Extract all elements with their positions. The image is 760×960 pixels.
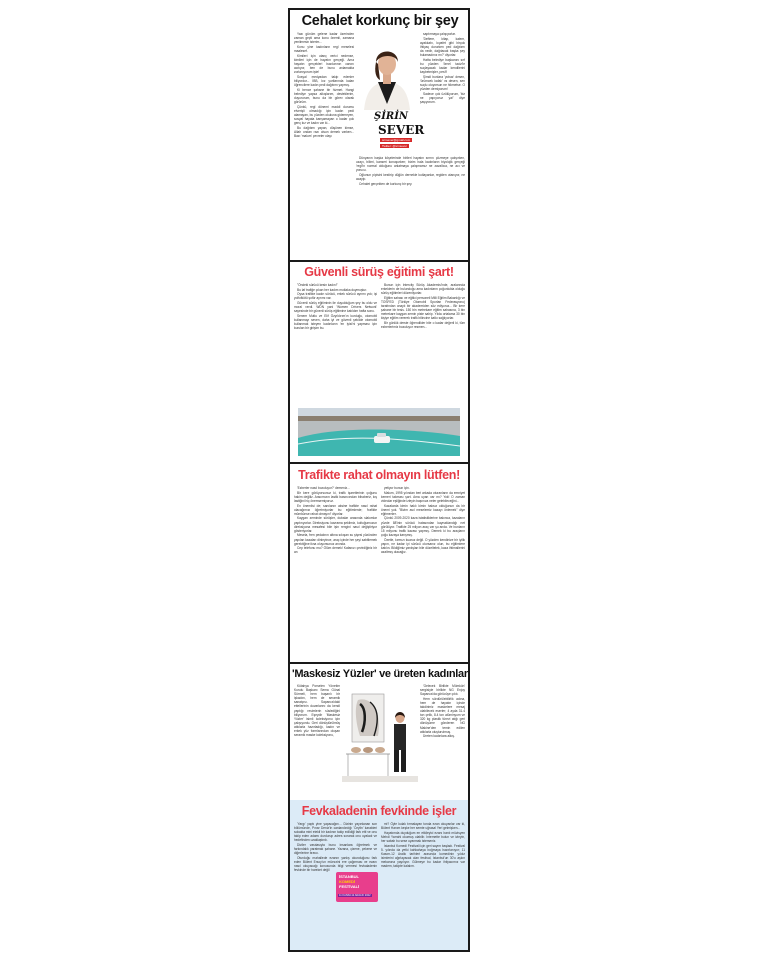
traffic-section: [290, 464, 468, 662]
column-right-bottom-text: Dünyanın başka köşelerinde birileri hayatın sırrını çözmeye çalışırken, uzayı, bilimi, kanseri konuşurken; bizim hala kadınların biyolojik gerçeği 'regl'in normal olduğunu anlatmaya çalışmamız ne zavallıca, ne acı ve yorucu. Oğlunun pipisini kestirip düğün dernekle kutlayanlar, reglden utanıyor, ne acayip. Cehalet gerçekten de korkunç bir şey.: [356, 156, 465, 186]
driving-right-text: Bunun için Intercity Sürüş Akademisi'nde, aralarında erkeklerin de bulunduğu ama kadınların çoğunlukta olduğu sürüş eğitimleri düzenliyorlar. Eğitim sahası ve eğitici personeli Milli Eğitim Bakanlığı ve TOSFED (Türkiye Otomobil Sporları Federasyonu) tarafından onaylı bir akademiden söz ediyoruz... Bir kere şahane bir tesis. 150 bin metrekare eğitim sahasına, 3 bin metrekare kaygan zemin piste sahip. Yılda ortalama 30 bin kişiye eğitim vererek trafik bilincine katkı sağlıyorlar. Bir günlük derste öğrendikler bile o kadar değerli ki, tüm ezberlerimiz bozuluyor resmen...: [381, 283, 465, 330]
masks-exhibition-photo: [342, 688, 418, 782]
author-photo: [356, 32, 418, 110]
author-twitter: Twitter: @srnsever: [382, 144, 408, 148]
traffic-left-text: 'Ezberler nasıl bozuluyor?' demeniz... Bir kere görüyorsunuz ki, trafik işaretlerinin çoğunu hakim değiliz. Aracımızın lastik basıncından bihaberiz, kış lastiğini hiç önemsemiyoruz. En önemlisi de; sanılanın aksine trafikte nasıl rahat olacağımızı öğretmiyorlar bu eğitimlerde; 'trafikte mümkünse rahat olmayın!' diyorlar. Kaygan zeminde sürüşler, dubalar arasında slalomlar yaptırıyorlar. Direksiyonu kavrama şeklimiz, koltuğumuzun direksiyona mesafesi bile işin rengini nasıl değiştiriyor gösteriyorlar. Mesela, fren pedalının altına sıkışan su şişesi yüzünden yapılan kazaları dinleyince, araç içinde her şeyi sabitlemek gerektiğine ikna oluyorsunuz anında. Cep telefonu mu? Ölüm demek! Kafanızı çevirdiğiniz bir an: [294, 486, 377, 555]
author-name-first: ŞİRİN: [374, 111, 409, 122]
badge-line-1: İSTANBUL: [339, 874, 359, 879]
traffic-title: Trafikte rahat olmayın lütfen!: [298, 468, 460, 482]
author-name-last: SEVER: [378, 123, 425, 137]
extraordinary-left-text: 'Yargı' yaptı yine yapacağını... Dizinin yayınlanan son bölümünde, Pınar Deniz'in canlandırdığı 'Ceylin' karakteri sokakta mini etekli bir kadının takip edildiği fark etti ve onu takip eden adamı durdurup adres sorarak onu oyaladı ve hedefinden uzaklaştırdı. Diziler vasıtasıyla bunu insanlara öğretmek ve farkındalık yaratmak şahane. Yazana, çizene, çekene ve diğerlerine bravo. Oturduğu mahallede ezanın yanlış okunduğunu fark eden Bülent Ersoy'un müezzini ere çağırması ve ezanı nasıl okuyacağı konusunda bilgi vermesi fevkaladenin fevkinde bir hareket değil: [294, 822, 377, 873]
masks-section: [290, 664, 468, 798]
newspaper-page: [288, 8, 470, 952]
column-title: Cehalet korkunç bir şey: [301, 13, 459, 29]
driving-title: Güvenli sürüş eğitimi şart!: [304, 265, 454, 279]
extraordinary-section: [290, 800, 468, 952]
badge-dates: 11 KASIM-12 ARALIK 2022: [339, 894, 371, 897]
comedy-festival-badge: [336, 872, 378, 902]
column-right-top-text: saptırmaya çalışıyorlar. 'Deftere, kitap, kalem, ayakkabı, kıyafet gibi birçok ihtiyaç dururken ped dağıtımı da nedir, dağıtacak başka şey bulamadınız mı?' diyorlar. Hatta belediye başkanını sırf bu yüzden 'örnel taciz'le suçlayacak kadar kendilerini kaybetmişler, pes!!! Şimdi bunlara 'yobaz' desen, 'ürümcek kafalı' vs desen, sen suçlu oluyorsun ne hikmetse. O yüzden demiyorum! Sadece çok üzülüyorum, 'biz ne yapıyoruz ya!' diye şaşıyorum.: [420, 32, 465, 104]
driving-section: [290, 262, 468, 462]
masks-left-text: Kütahya Porselen Yönetim Kurulu Başkanı Sema Günal Sürmeli, hem başarılı bir işkadını, hem de seramik sanatçısı. Sapanca'daki ettellerinin duvarlarını da kendi yaptığı resimlerin süslediğini biliyorum. Eşeydir 'Maskesiz Yüzler' isimli koleksiyonu için çalışıyordu. Geri dönüştürülmüş atıklarla hazırladığı, kadın ve erkek yüz formlarından oluşan seramik maske koleksiyonu,: [294, 684, 340, 738]
driving-left-text: "Öndeki sürücü kesin kadın!" Bu laf trafiğe çıkan her kadım mutlaka duymuştur. Oysa trafikte kadın sürücü, erkek sürücü ayrımı yok; işi yolfofkötü şoför ayrımı var. Güvenli sürüş eğitiminin ile duyulduğum şey bu oldu ve moral verdi. WDN yani 'Women Drivers Network' sayesinde bir güvenli sürüş eğitimine katıldım hafta sonu. Senem Mutlu ve Elif Özyıldırım'ın kurduğu, otomobil kullanmayı seven, daha iyi ve güvenli şekilde otomobil kullanmak isteyen kadınların 'en iyisi'ni yapması için kurulan bir girişim bu.: [294, 283, 377, 331]
masks-title: 'Maskesiz Yüzler' ve üreten kadınlar: [292, 668, 468, 680]
author-email: srnsever@gmail.com: [382, 138, 411, 142]
badge-line-3: FESTİVALİ: [339, 884, 360, 889]
extraordinary-title: Fevkaladenin fevkinde işler: [301, 804, 457, 818]
column-left-text: Yazı günüm gelene kadar üzerinden zaman geçti ama konu önemli, zamana yenilmesin isterim... Konu yine kadınların regl meselesi maalesef. Kimileri için utanç verici nedense, kimileri için de hayatın gerçeği. Ama hayatın gerçekleri bazılarının canını acıtıyor, ben de bunu anlamakta zorlanıyorum işte! Sosyal medyadan takip edenler biliyordur... İBB, kız yurtlarında kalan öğrencilere kadın pedi dağıtımı yapmış. Ki bence şahane bir hizmet. Hangi belediye yapsa alkışlarım, desteklerim, duyururum, bunu da bir görev olarak görürüm. Çünkü, regl dönemi maddi durumu elverişli olmadığı için kadın pedi alamayan, bu yüzden okuluna gidemeyen, sosyal hayata karışamayan o kadar çok genç kız ve kadın var ki... Bu dağıtımı yapan, düşünen kimse, Allah ondan razı olsun demek varken... Bazı 'malum' çevreler olayı: [294, 32, 354, 138]
column-section: [290, 10, 468, 260]
extraordinary-right-text: mi? Öyle kulak tırmalayan tonda ezan okuyanlar var ki, Bülent Hanım keşke her semte uğrasa! Yeri gelmişken... Hayatımda duyduğum en etkileyici ezanı banlı müzisyen Mehdi Yarrahi okumuş olabilir. İnternette bulun ve izleyin, her sabah bu sese uyanmak isterseniz. İstanbul Komedi Festivali için geri sayım başladı. Festival 5. yılında da yetki kahkahaya boğmaya hazırlanıyor; 11 Kasım-12 Aralık tarihleri arasında komedinin yıldız isimlerini ağırlayacak olan festival, İstanbul'un 30'u aşkın mekanına yayılıyor. Gülmeye bu kadar ihtiyacımız var madem, takipte kalalım.: [381, 822, 465, 869]
driving-track-photo: [298, 408, 460, 456]
traffic-right-text: yetiyor bunun için. Malum, 1995 yılından beri arkada oturanların da emniyet kemeri takması şart. Ama uyan var mı? Yok! O zaman videolar eşliğinde izleyin başınıza neler gelebileceğini... Kazalarda kimin haklı kimin haksız olduğunun da bir önemi yok. "Bizim asıl meselemiz kazayı önlemek" diye eğitmenler. Çünkü 2009-2020 kaza istatistiklerine bakınca, kazaların yüzde 88'inin sürücü hatasından kaynaklandığı net görülüyor. Trafikte 25 milyon araç var şu anda. Ve bunların 15 milyonu trafik kazası yapmış. Demek ki bu araçların çoğu kazaya karışmış. Özetle, kırmızı kuaruz değil. O yüzden kendinize bir iyilik yapın, ne kadar iyi sürücü olursanız olun, bu eğitimlere katılın. Bildiğimiz yanlışları bile düzeltelek, kaza ihtimallerini azaltmış olacağız.: [381, 486, 465, 554]
masks-right-text: 'Gelecek Birlikte Mümkün' sergisiyle birlikte NG Enjoy Sapanca'da görücüye çıktı. Hem sürdürülebilirlik adına, hem de hayatın içinde takdirimiz maskelere mesaj olabilecek eserler; 4 ayda 31.4 ton çelik, 8.4 ton alüminyum ve 320 kg plastik türevi atığı geri dönüşüme gönderen NG Makine'den temin edilen atıklarla oluşturulmuş. Üreten kadınlara alkış.: [420, 684, 465, 739]
badge-line-2: KOMEDİ: [339, 879, 355, 884]
